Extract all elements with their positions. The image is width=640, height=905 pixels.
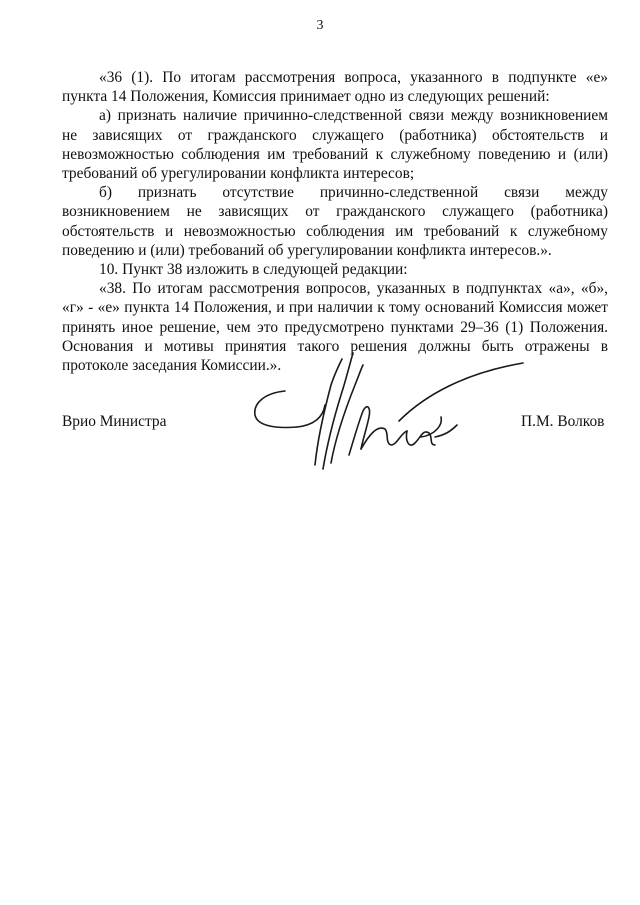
paragraph-option-a: а) признать наличие причинно-следственной связи между возникновением не зависящих от гражданского служащего (работника) обстоятельств и невозможностью соблюдения им требований к служебному поведению и (или) требований об урегулировании конфликта интересов; <box>62 107 608 183</box>
paragraph-38: «38. По итогам рассмотрения вопросов, указанных в подпунктах «а», «б», «г» - «е» пункта 14 Положения, и при наличии к тому оснований Комиссия может принять иное решение, чем это предусмотрено пунктами 29–36 (1) Положения. Основания и мотивы принятия такого решения должны быть отражены в протоколе заседания Комиссии.». <box>62 280 608 375</box>
signatory-name: П.М. Волков <box>521 413 605 430</box>
paragraph-36-1: «36 (1). По итогам рассмотрения вопроса, указанного в подпункте «е» пункта 14 Положения, Комиссия принимает одно из следующих решений: <box>62 69 608 106</box>
paragraph-option-b: б) признать отсутствие причинно-следственной связи между возникновением не зависящих от гражданского служащего (работника) обстоятельств и невозможностью соблюдения им требований к служебному поведению и (или) требований об урегулировании конфликта интересов.». <box>62 184 608 259</box>
document-body <box>62 68 608 375</box>
handwritten-signature <box>245 345 545 475</box>
page-number: 3 <box>316 18 324 33</box>
signatory-position: Врио Министра <box>62 413 167 430</box>
paragraph-item-10: 10. Пункт 38 изложить в следующей редакции: <box>99 261 408 279</box>
